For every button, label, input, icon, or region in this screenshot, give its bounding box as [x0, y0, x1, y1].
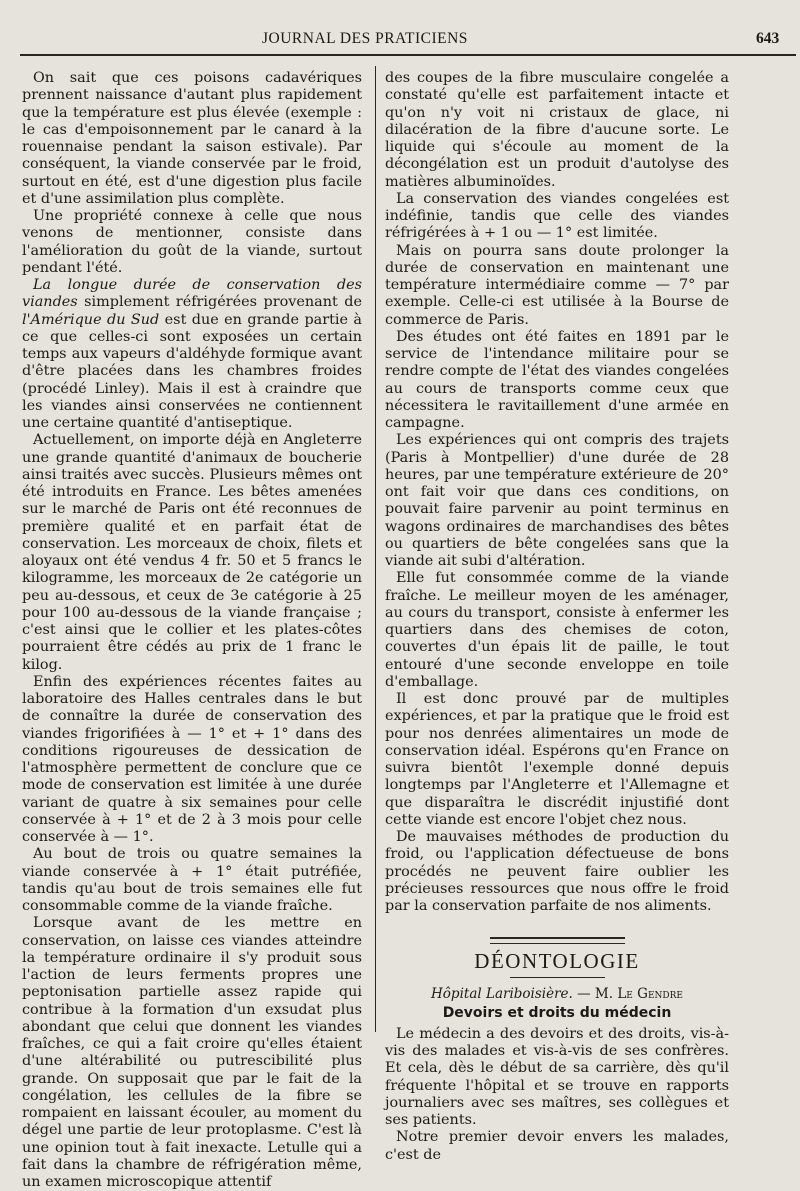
paragraph: La conservation des viandes congelées est indéfinie, tandis que celle des viandes réfrigérées à + 1 ou — 1° est limitée.: [385, 190, 729, 242]
paragraph: Notre premier devoir envers les malades, c'est de: [385, 1129, 729, 1163]
paragraph: Les expériences qui ont compris des trajets (Paris à Montpellier) d'une durée de 28 heures, par une température extérieure de 20° ont fait voir que dans ces conditions, on pouvait faire parvenir au point terminus en wagons ordinaires de marchandises des bêtes ou quartiers de bête congelées sans que la viande ait subi d'altération.: [385, 432, 729, 569]
byline-separator: — M.: [572, 985, 618, 1002]
paragraph: Des études ont été faites en 1891 par le service de l'intendance militaire pour se rendre compte de l'état des viandes congelées au cours de transports comme ceux que nécessitera le ravitaillement d'une armée en campagne.: [385, 328, 729, 431]
paragraph: Elle fut consommée comme de la viande fraîche. Le meilleur moyen de les aménager, au cours du transport, consiste à enfermer les quartiers dans des chemises de coton, couvertes d'un épais lit de paille, le tout entouré d'une seconde enveloppe en toile d'emballage.: [385, 570, 729, 690]
article-subtitle: Devoirs et droits du médecin: [442, 1004, 672, 1021]
byline-author: Le Gendre: [617, 985, 683, 1002]
paragraph: Le médecin a des devoirs et des droits, vis-à-vis des malades et vis-à-vis de ses confrères. Et cela, dès le début de sa carrière, dès qu'il fréquente l'hôpital et se trouve en rapports journaliers avec ses maîtres, ses collègues et ses patients.: [385, 1025, 729, 1128]
text-run: est due en grande partie à ce que celles-ci sont exposées un certain temps aux vapeurs d'aldéhyde formique avant d'être placées dans les chambres froides (procédé Linley). Mais il est à craindre que les viandes ainsi conservées ne contiennent une certaine quantité d'antiseptique.: [22, 311, 363, 431]
paragraph: Enfin des expériences récentes faites au laboratoire des Halles centrales dans le but de connaître la durée de conservation des viandes frigorifiées à — 1° et + 1° dans des conditions rigoureuses de dessication de l'atmosphère permettent de conclure que ce mode de conservation est limitée à une durée variant de quatre à six semaines pour celle conservée à + 1° et de 2 à 3 mois pour celle conservée à — 1°.: [22, 673, 362, 845]
text-run: simplement réfrigérées provenant de: [77, 294, 362, 311]
byline: [385, 986, 729, 1003]
column-divider: [375, 66, 376, 1032]
paragraph: Au bout de trois ou quatre semaines la viande conservée à + 1° était putréfiée, tandis qu'au bout de trois semaines elle fut consommable comme de la viande fraîche.: [22, 846, 362, 914]
header-rule: [20, 54, 796, 56]
running-head: JOURNAL DES PRATICIENS: [262, 30, 468, 47]
paragraph: De mauvaises méthodes de production du froid, ou l'application défectueuse de bons procédés ne peuvent faire oublier les précieuses ressources que nous offre le froid par la conservation parfaite de nos aliments.: [385, 829, 729, 914]
paragraph: Actuellement, on importe déjà en Angleterre une grande quantité d'animaux de boucherie ainsi traités avec succès. Plusieurs mêmes ont été introduits en France. Les bêtes amenées sur le marché de Paris ont été reconnues de première qualité et en parfait état de conservation. Les morceaux de choix, filets et aloyaux ont été vendus 4 fr. 50 et 5 francs le kilogramme, les morceaux de 2e catégorie un peu au-dessous, et ceux de 3e catégorie à 25 pour 100 au-dessous de la viande française ; c'est ainsi que le collier et les plates-côtes pourraient être cédés au prix de 1 franc le kilog.: [22, 432, 362, 673]
paragraph: Mais on pourra sans doute prolonger la durée de conservation en maintenant une température intermédiaire comme — 7° par exemple. Celle-ci est utilisée à la Bourse de commerce de Paris.: [385, 242, 729, 328]
italic-phrase: La longue durée de conservation des viandes: [22, 277, 362, 311]
paragraph: Il est donc prouvé par de multiples expériences, et par la pratique que le froid est pour nos denrées alimentaires un mode de conservation idéal. Espérons qu'en France on suivra bientôt l'exemple donné depuis longtemps par l'Angleterre et l'Allemagne et que disparaîtra le discrédit injustifié dont cette viande est encore l'objet chez nous.: [385, 691, 729, 828]
paragraph: Une propriété connexe à celle que nous venons de mentionner, consiste dans l'amélioration du goût de la viande, surtout pendant l'été.: [22, 208, 362, 276]
paragraph: On sait que ces poisons cadavériques prennent naissance d'autant plus rapidement que la température est plus élevée (exemple : le cas d'empoisonnement par le canard à la rouennaise pendant la saison estivale). Par conséquent, la viande conservée par le froid, surtout en été, est d'une digestion plus facile et d'une assimilation plus complète.: [22, 70, 362, 207]
byline-place: Hôpital Lariboisière.: [431, 985, 573, 1002]
paragraph: [22, 277, 362, 432]
right-column: [385, 70, 729, 1164]
paragraph: des coupes de la fibre musculaire congelée a constaté qu'elle est parfaitement intacte et qu'on n'y voit ni cristaux de glace, ni dilacération de la fibre d'aucune sorte. Le liquide qui s'écoule au moment de la décongélation est un produit d'autolyse des matières albuminoïdes.: [385, 70, 729, 190]
section-title: DÉONTOLOGIE: [474, 949, 640, 974]
section-divider: [490, 937, 625, 944]
italic-phrase: l'Amérique du Sud: [22, 311, 160, 328]
paragraph: Lorsque avant de les mettre en conservation, on laisse ces viandes atteindre la température ordinaire il s'y produit sous l'action de leurs ferments propres une peptonisation partielle assez rapide qui contribue à la formation d'un exsudat plus abondant que celui que donnent les viandes fraîches, ce qui a fait croire qu'elles étaient d'une altérabilité ou putrescibilité plus grande. On supposait que par le fait de la congélation, les cellules de la fibre se rompaient en laissant écouler, au moment du dégel une partie de leur protoplasme. C'est là une opinion tout à fait inexacte. Letulle qui a fait dans la chambre de réfrigération même, un examen microscopique attentif: [22, 915, 362, 1190]
page-number: 643: [756, 30, 780, 47]
left-column: [22, 70, 362, 1191]
title-rule: [510, 977, 605, 978]
